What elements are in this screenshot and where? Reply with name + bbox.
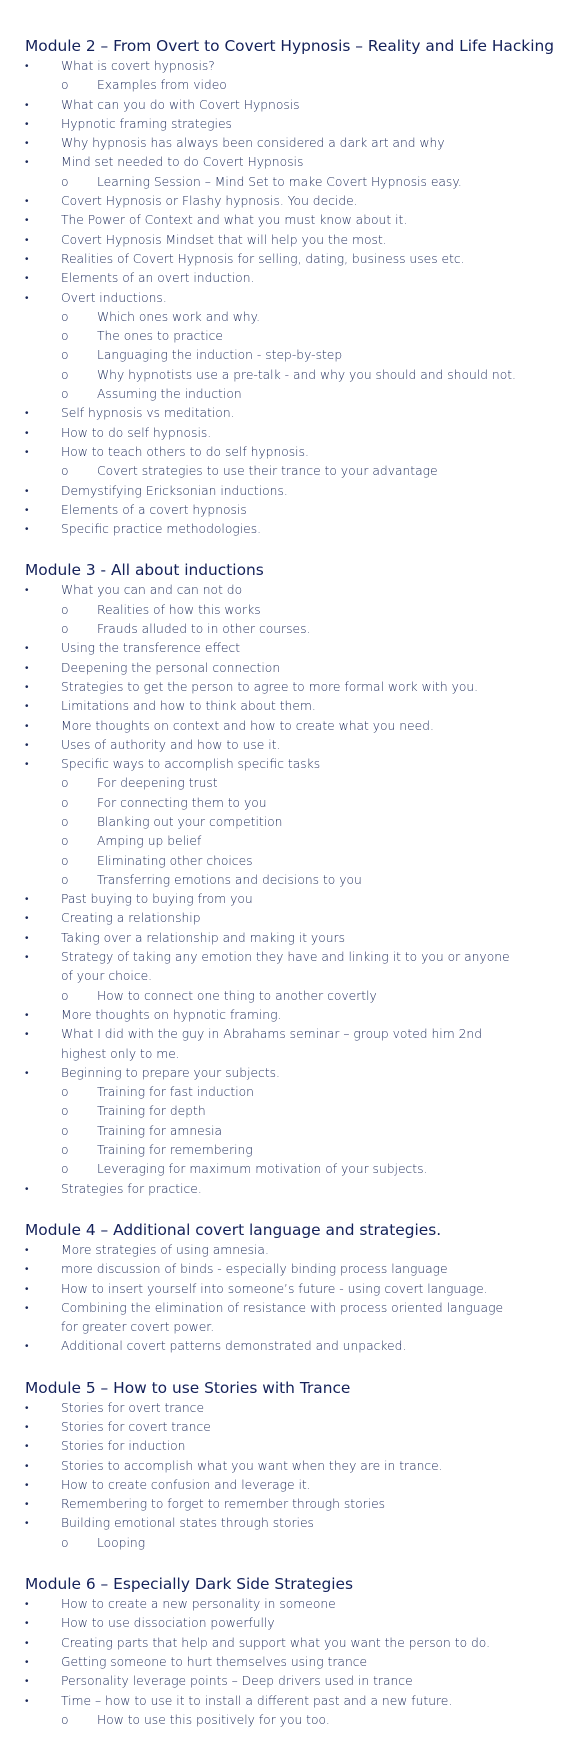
- sub-topic-item: o Why hypnotists use a pre-talk - and why you should and should not.: [25, 366, 525, 385]
- module-section: [25, 1220, 580, 1357]
- topic-item: • Strategy of taking any emotion they have and linking it to you or anyone of your choice.: [25, 948, 525, 987]
- topic-item: • Past buying to buying from you: [25, 890, 525, 909]
- topic-item: • Deepening the personal connection: [25, 659, 525, 678]
- topic-item: • Demystifying Ericksonian inductions.: [25, 482, 525, 501]
- topic-item: • How to insert yourself into someone’s future - using covert language.: [25, 1280, 525, 1299]
- topic-item: • Hypnotic framing strategies: [25, 115, 525, 134]
- topic-item: • The Power of Context and what you must know about it.: [25, 211, 525, 230]
- topic-item: • How to create a new personality in someone: [25, 1595, 525, 1614]
- sub-topic-item: o Examples from video: [25, 76, 525, 95]
- topic-item: • Combining the elimination of resistance with process oriented language for greater covert power.: [25, 1299, 520, 1338]
- topic-item: • Building emotional states through stories: [25, 1514, 525, 1533]
- sub-topic-item: o Training for fast induction: [25, 1083, 525, 1102]
- module-section: [25, 36, 580, 539]
- topic-item: • Getting someone to hurt themselves using trance: [25, 1653, 525, 1672]
- sub-topic-item: o Leveraging for maximum motivation of your subjects.: [25, 1160, 525, 1179]
- topic-item: • Limitations and how to think about them.: [25, 697, 525, 716]
- topic-item: • Overt inductions.: [25, 289, 525, 308]
- sub-topic-item: o Transferring emotions and decisions to you: [25, 871, 525, 890]
- topic-list: [25, 1399, 580, 1553]
- topic-item: • Personality leverage points – Deep drivers used in trance: [25, 1672, 525, 1691]
- topic-item: • Time – how to use it to install a different past and a new future.: [25, 1692, 525, 1711]
- topic-item: • More thoughts on hypnotic framing.: [25, 1006, 525, 1025]
- topic-list: [25, 1241, 580, 1357]
- topic-item: • How to create confusion and leverage it.: [25, 1476, 525, 1495]
- module-title: Module 4 – Additional covert language and strategies.: [25, 1220, 442, 1239]
- topic-item: • Beginning to prepare your subjects.: [25, 1064, 525, 1083]
- sub-topic-item: o How to connect one thing to another covertly: [25, 987, 525, 1006]
- sub-topic-item: o Blanking out your competition: [25, 813, 525, 832]
- sub-topic-item: o The ones to practice: [25, 327, 525, 346]
- module-title: Module 2 – From Overt to Covert Hypnosis – Reality and Life Hacking: [25, 37, 554, 55]
- topic-item: • Covert Hypnosis Mindset that will help you the most.: [25, 231, 525, 250]
- topic-item: • What is covert hypnosis?: [25, 57, 525, 76]
- topic-item: • Self hypnosis vs meditation.: [25, 404, 525, 423]
- sub-topic-item: o Realities of how this works: [25, 601, 525, 620]
- module-section: [25, 1378, 580, 1553]
- topic-list: [25, 581, 580, 1199]
- topic-item: • Strategies to get the person to agree to more formal work with you.: [25, 678, 525, 697]
- topic-item: • Elements of an overt induction.: [25, 269, 525, 288]
- sub-topic-item: o Training for depth: [25, 1102, 525, 1121]
- topic-item: • Why hypnosis has always been considered a dark art and why: [25, 134, 525, 153]
- topic-item: • Strategies for practice.: [25, 1180, 525, 1199]
- topic-item: • Elements of a covert hypnosis: [25, 501, 525, 520]
- topic-item: • Creating parts that help and support what you want the person to do.: [25, 1634, 525, 1653]
- module-title: Module 6 – Especially Dark Side Strategies: [25, 1575, 354, 1594]
- sub-topic-item: o Assuming the induction: [25, 385, 525, 404]
- topic-item: • What I did with the guy in Abrahams seminar – group voted him 2nd highest only to me.: [25, 1025, 525, 1064]
- topic-item: • Stories to accomplish what you want when they are in trance.: [25, 1457, 525, 1476]
- topic-item: • Using the transference effect: [25, 639, 525, 658]
- topic-item: • How to do self hypnosis.: [25, 424, 525, 443]
- topic-list: [25, 57, 580, 539]
- topic-item: • More strategies of using amnesia.: [25, 1241, 525, 1260]
- topic-item: • Covert Hypnosis or Flashy hypnosis. You decide.: [25, 192, 525, 211]
- sub-topic-item: o Learning Session – Mind Set to make Covert Hypnosis easy.: [25, 173, 525, 192]
- topic-item: • Remembering to forget to remember through stories: [25, 1495, 525, 1514]
- sub-topic-item: o Frauds alluded to in other courses.: [25, 620, 525, 639]
- topic-item: • Stories for overt trance: [25, 1399, 525, 1418]
- topic-item: • Uses of authority and how to use it.: [25, 736, 525, 755]
- topic-item: • More thoughts on context and how to create what you need.: [25, 717, 525, 736]
- sub-topic-item: o For deepening trust: [25, 774, 525, 793]
- sub-topic-item: o Training for remembering: [25, 1141, 525, 1160]
- sub-topic-item: o Looping: [25, 1534, 525, 1553]
- module-title: Module 3 - All about inductions: [25, 561, 264, 580]
- topic-item: • How to teach others to do self hypnosis.: [25, 443, 525, 462]
- sub-topic-item: o Amping up belief: [25, 832, 525, 851]
- sub-topic-item: o For connecting them to you: [25, 794, 525, 813]
- topic-item: • Creating a relationship: [25, 909, 525, 928]
- topic-list: [25, 1595, 580, 1730]
- topic-item: • What you can and can not do: [25, 581, 525, 600]
- topic-item: • What can you do with Covert Hypnosis: [25, 96, 525, 115]
- topic-item: • Additional covert patterns demonstrated and unpacked.: [25, 1337, 525, 1356]
- topic-item: • Taking over a relationship and making it yours: [25, 929, 525, 948]
- sub-topic-item: o Training for amnesia: [25, 1122, 525, 1141]
- topic-item: • Specific practice methodologies.: [25, 520, 525, 539]
- topic-item: • Mind set needed to do Covert Hypnosis: [25, 153, 525, 172]
- topic-item: • Stories for covert trance: [25, 1418, 525, 1437]
- topic-item: • Realities of Covert Hypnosis for selling, dating, business uses etc.: [25, 250, 525, 269]
- sub-topic-item: o Covert strategies to use their trance to your advantage: [25, 462, 525, 481]
- topic-item: • Specific ways to accomplish specific tasks: [25, 755, 525, 774]
- sub-topic-item: o Eliminating other choices: [25, 852, 525, 871]
- topic-item: • How to use dissociation powerfully: [25, 1614, 525, 1633]
- sub-topic-item: o Which ones work and why.: [25, 308, 525, 327]
- topic-item: • more discussion of binds - especially binding process language: [25, 1260, 525, 1279]
- module-section: [25, 560, 580, 1199]
- module-title: Module 5 – How to use Stories with Trance: [25, 1378, 351, 1397]
- module-section: [25, 1574, 580, 1730]
- sub-topic-item: o Languaging the induction - step-by-step: [25, 346, 525, 365]
- sub-topic-item: o How to use this positively for you too.: [25, 1711, 525, 1730]
- topic-item: • Stories for induction: [25, 1437, 525, 1456]
